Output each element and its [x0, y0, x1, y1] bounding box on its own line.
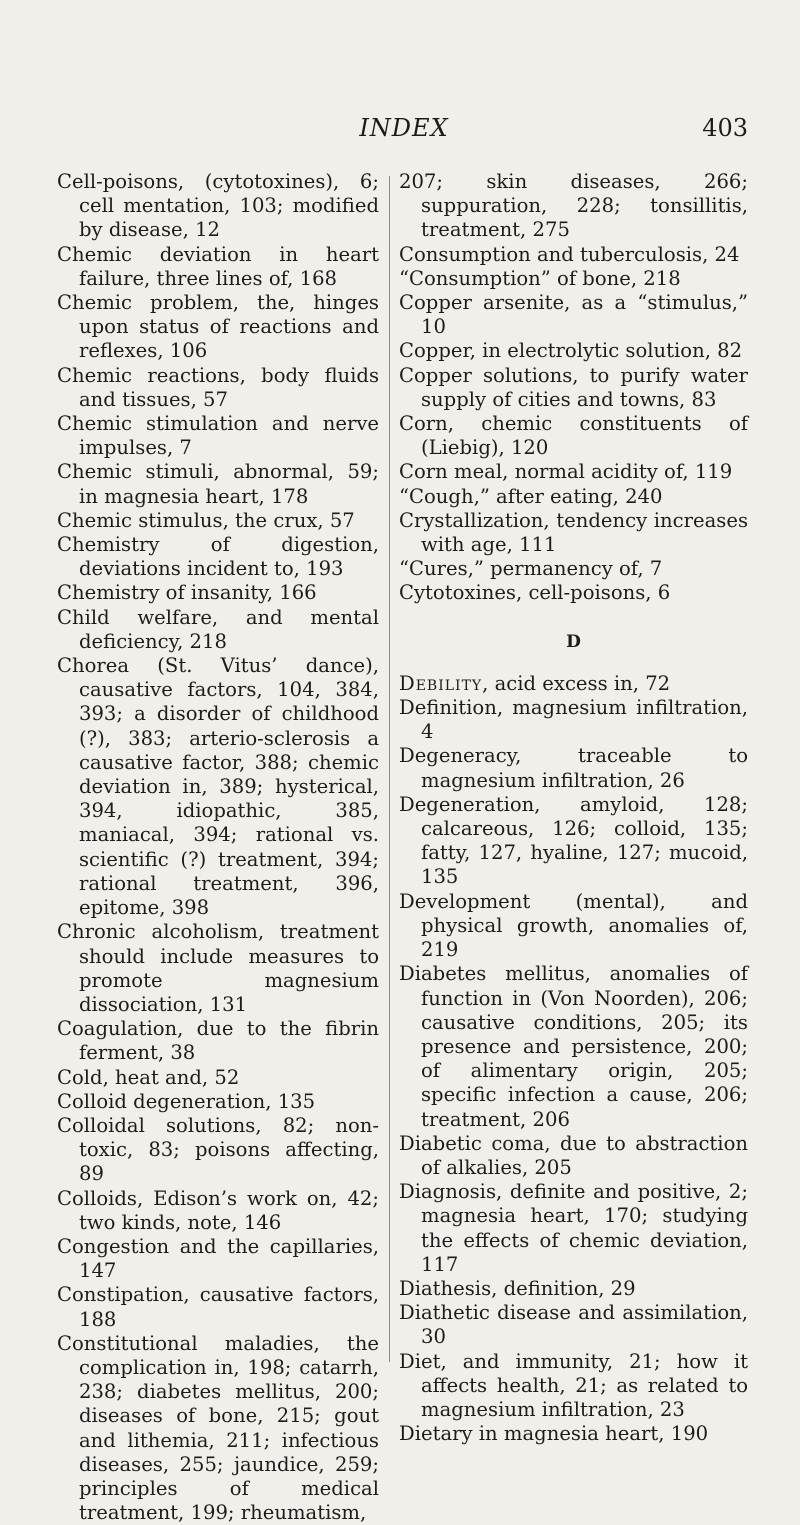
index-entry: [399, 672, 748, 696]
index-entry: Chronic alcoholism, treatment should include measures to promote magnesium dissociation, 131: [57, 920, 379, 1016]
index-entry: Definition, magnesium infiltration, 4: [399, 696, 748, 744]
index-entry: Chemic deviation in heart failure, three lines of, 168: [57, 242, 379, 290]
index-entry: Diabetic coma, due to abstraction of alkalies, 205: [399, 1131, 748, 1179]
index-entry: Degeneration, amyloid, 128; calcareous, 126; colloid, 135; fatty, 127, hyaline, 127; mucoid, 135: [399, 792, 748, 889]
index-entry: Coagulation, due to the fibrin ferment, 38: [57, 1017, 379, 1065]
index-entry: Child welfare, and mental deficiency, 218: [57, 605, 379, 653]
index-entry: 207; skin diseases, 266; suppuration, 228; tonsillitis, treatment, 275: [399, 170, 748, 242]
column-divider: [389, 176, 390, 1362]
index-entry: Chemistry of digestion, deviations incident to, 193: [57, 533, 379, 581]
index-entry: Copper, in electrolytic solution, 82: [399, 339, 743, 363]
index-entry: Chorea (St. Vitus’ dance), causative factors, 104, 384, 393; a disorder of childhood (?), 383; arterio-sclerosis a causative factor, 388; chemic deviation in, 389; hysterical, 394, idiopathic, 385, maniacal, 394; rational vs. scientific (?) treatment, 394; rational treatment, 396, epitome, 398: [57, 654, 379, 920]
index-column-right: [399, 170, 748, 1446]
entry-text: , acid excess in, 72: [482, 671, 671, 695]
running-head-title: INDEX: [359, 114, 449, 142]
index-entry: Chemic problem, the, hinges upon status of reactions and reflexes, 106: [57, 291, 379, 363]
index-entry: Corn meal, normal acidity of, 119: [399, 460, 733, 484]
index-entry: Consumption and tuberculosis, 24: [399, 242, 740, 266]
entry-headword: Debility: [399, 671, 483, 695]
index-entry: Corn, chemic constituents of (Liebig), 120: [399, 412, 748, 460]
index-entry: Chemic stimulation and nerve impulses, 7: [57, 412, 379, 460]
index-entry: “Consumption” of bone, 218: [399, 266, 681, 290]
index-entry: Diet, and immunity, 21; how it affects health, 21; as related to magnesium infiltration, 23: [399, 1349, 748, 1421]
index-entry: Copper arsenite, as a “stimulus,” 10: [399, 291, 748, 339]
index-entry: Chemistry of insanity, 166: [57, 581, 317, 605]
index-entry: Cold, heat and, 52: [57, 1065, 240, 1089]
page-number: 403: [702, 114, 748, 142]
index-entry: Degeneracy, traceable to magnesium infiltration, 26: [399, 744, 748, 792]
index-entry: Diathetic disease and assimilation, 30: [399, 1301, 748, 1349]
index-entry: Development (mental), and physical growth, anomalies of, 219: [399, 889, 748, 962]
section-letter-heading: D: [566, 631, 581, 652]
index-entry: Chemic stimulus, the crux, 57: [57, 508, 355, 532]
index-entry: “Cures,” permanency of, 7: [399, 557, 663, 581]
index-entry: Dietary in magnesia heart, 190: [399, 1422, 709, 1446]
index-entry: Chemic reactions, body fluids and tissues, 57: [57, 363, 379, 411]
index-entry: Diathesis, definition, 29: [399, 1276, 636, 1300]
index-entry: Congestion and the capillaries, 147: [57, 1234, 379, 1283]
index-entry: Copper solutions, to purify water supply of cities and towns, 83: [399, 363, 748, 411]
index-column-left: [57, 170, 379, 1525]
index-entry: Cytotoxines, cell-poisons, 6: [399, 581, 671, 605]
index-entry: Cell-poisons, (cytotoxines), 6; cell mentation, 103; modified by disease, 12: [57, 170, 379, 242]
index-entry: Chemic stimuli, abnormal, 59; in magnesia heart, 178: [57, 460, 379, 508]
index-entry: “Cough,” after eating, 240: [399, 484, 663, 508]
index-entry: Colloidal solutions, 82; non-toxic, 83; poisons affecting, 89: [57, 1113, 379, 1186]
index-entry: Colloid degeneration, 135: [57, 1089, 316, 1113]
index-entry: Constipation, causative factors, 188: [57, 1283, 379, 1331]
index-entry: Diagnosis, definite and positive, 2; magnesia heart, 170; studying the effects of chemic deviation, 117: [399, 1180, 748, 1276]
page-header: [60, 114, 748, 154]
index-entry: Colloids, Edison’s work on, 42; two kinds, note, 146: [57, 1186, 379, 1234]
index-entry: Crystallization, tendency increases with age, 111: [399, 508, 748, 557]
index-entry: Constitutional maladies, the complication in, 198; catarrh, 238; diabetes mellitus, 200; diseases of bone, 215; gout and lithemia, 211; infectious diseases, 255; jaundice, 259; principles of medical treatment, 199; rheumatism,: [57, 1331, 379, 1525]
index-entry: Diabetes mellitus, anomalies of function in (Von Noorden), 206; causative conditions, 205; its presence and persistence, 200; of alimentary origin, 205; specific infection a cause, 206; treatment, 206: [399, 962, 748, 1131]
